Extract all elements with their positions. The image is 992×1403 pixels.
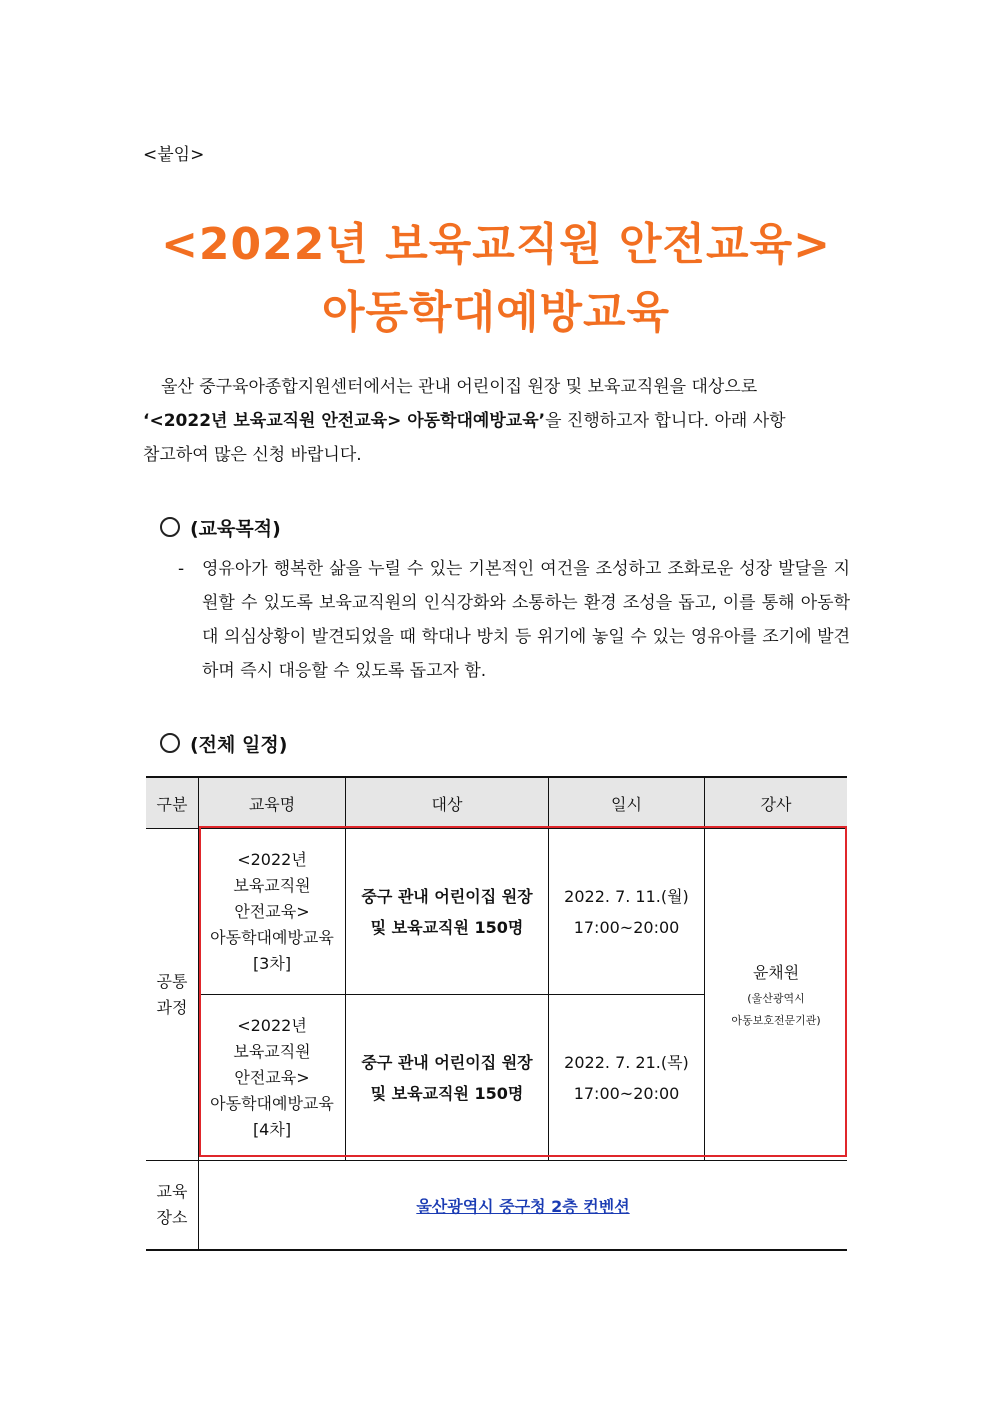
course-name-line: <2022년 [237, 849, 307, 869]
header-lecturer: 강사 [705, 777, 848, 829]
course-name-line: 보육교직원 [233, 1041, 311, 1061]
header-target: 대상 [346, 777, 549, 829]
attachment-label: <붙임> [143, 145, 205, 165]
table-row [146, 829, 847, 995]
datetime-cell [549, 829, 705, 995]
intro-paragraph [143, 370, 849, 472]
place-value: 울산광역시 중구청 2층 컨벤션 [416, 1196, 630, 1216]
dash-bullet: - [178, 559, 185, 579]
course-name-cell [199, 995, 346, 1161]
datetime-cell [549, 995, 705, 1161]
course-name-line: 아동학대예방교육 [210, 927, 334, 947]
circle-bullet-icon [160, 733, 180, 753]
lecturer-cell [705, 829, 848, 1161]
lecturer-name: 윤채원 [752, 962, 800, 982]
time-line: 17:00~20:00 [573, 917, 680, 937]
time-line: 17:00~20:00 [573, 1083, 680, 1103]
place-row [146, 1161, 847, 1251]
intro-line-3: 참고하여 많은 신청 바랍니다. [143, 445, 362, 465]
schedule-heading-label: (전체 일정) [190, 734, 288, 756]
purpose-heading-label: (교육목적) [190, 518, 281, 540]
target-line: 및 보육교직원 150명 [370, 917, 524, 937]
date-line: 2022. 7. 11.(월) [564, 886, 689, 906]
intro-line-1: 울산 중구육아종합지원센터에서는 관내 어린이집 원장 및 보육교직원을 대상으로 [161, 377, 758, 397]
schedule-heading [160, 730, 287, 757]
lecturer-affiliation: 아동보호전문기관) [731, 1013, 821, 1027]
schedule-table [146, 776, 847, 1251]
category-line: 공통 [156, 971, 188, 991]
place-label-cell [146, 1161, 199, 1251]
category-line: 과정 [156, 997, 188, 1017]
purpose-heading [160, 514, 281, 541]
title-line-1: <2022년 보육교직원 안전교육> [161, 219, 831, 270]
target-line: 중구 관내 어린이집 원장 [361, 1052, 533, 1072]
course-name-line: <2022년 [237, 1015, 307, 1035]
course-name-line: 안전교육> [234, 1067, 310, 1087]
target-cell [346, 995, 549, 1161]
course-name-line: 안전교육> [234, 901, 310, 921]
header-category: 구분 [146, 777, 199, 829]
intro-line-2 [143, 404, 849, 438]
course-name-line: [3차] [252, 953, 292, 973]
date-line: 2022. 7. 21.(목) [564, 1052, 689, 1072]
purpose-body [178, 552, 850, 688]
intro-quote: ‘<2022년 보육교직원 안전교육> 아동학대예방교육’ [143, 411, 546, 431]
place-label-line: 장소 [156, 1208, 188, 1227]
intro-line-2-rest: 을 진행하고자 합니다. 아래 사항 [545, 411, 786, 431]
lecturer-affiliation: (울산광역시 [747, 991, 805, 1005]
course-name-line: [4차] [252, 1119, 292, 1139]
table-header-row [146, 777, 847, 829]
header-course-name: 교육명 [199, 777, 346, 829]
place-value-cell [199, 1161, 848, 1251]
target-cell [346, 829, 549, 995]
category-cell [146, 829, 199, 1161]
course-name-line: 아동학대예방교육 [210, 1093, 334, 1113]
header-datetime: 일시 [549, 777, 705, 829]
target-line: 및 보육교직원 150명 [370, 1083, 524, 1103]
purpose-text: 영유아가 행복한 삶을 누릴 수 있는 기본적인 여건을 조성하고 조화로운 성장 발달을 지원할 수 있도록 보육교직원의 인식강화와 소통하는 환경 조성을 돕고, 이를 통해 아동학대 의심상황이 발견되었을 때 학대나 방치 등 위기에 놓일 수 있는 영유아를 조기에 발견하며 즉시 대응할 수 있도록 돕고자 함. [202, 559, 850, 681]
title-line-2: 아동학대예방교육 [321, 287, 671, 338]
circle-bullet-icon [160, 517, 180, 537]
course-name-line: 보육교직원 [233, 875, 311, 895]
place-label-line: 교육 [156, 1182, 188, 1201]
course-name-cell [199, 829, 346, 995]
target-line: 중구 관내 어린이집 원장 [361, 886, 533, 906]
